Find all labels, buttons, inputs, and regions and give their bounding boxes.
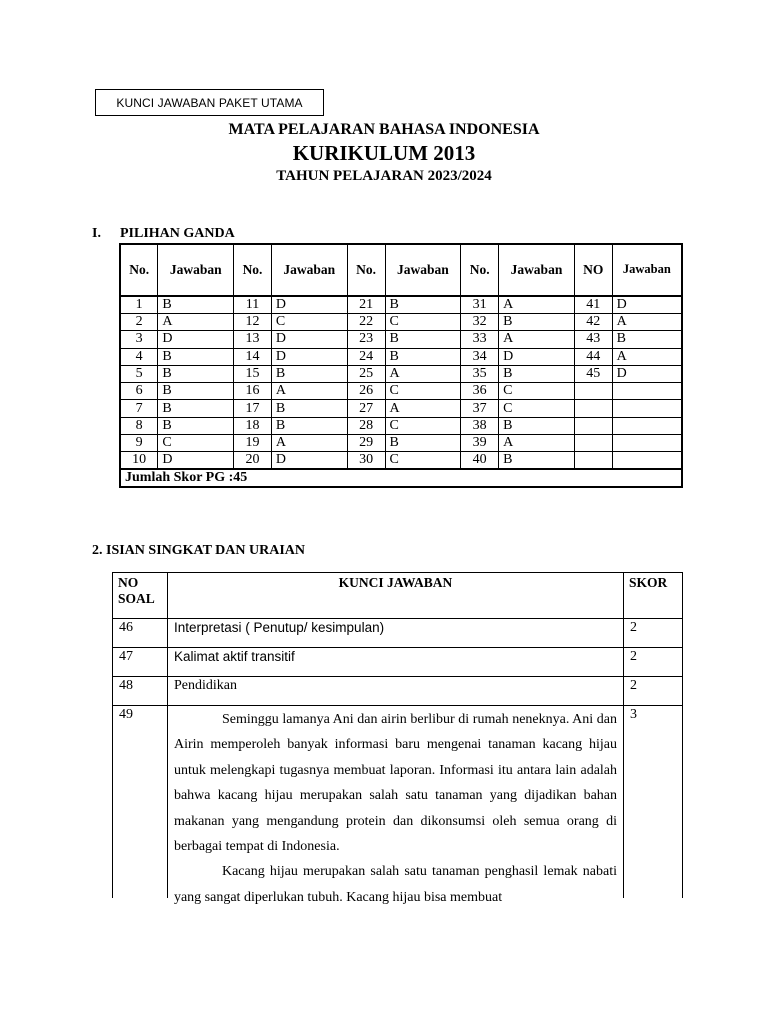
- mc-question-number: 5: [120, 365, 158, 382]
- mc-answer-letter: D: [158, 331, 234, 348]
- mc-question-number: 14: [234, 348, 272, 365]
- mc-answer-letter: A: [271, 383, 347, 400]
- mc-answer-letter: A: [158, 314, 234, 331]
- mc-question-number: 26: [347, 383, 385, 400]
- section-1-heading: [92, 226, 235, 242]
- mc-question-number: 22: [347, 314, 385, 331]
- mc-answer-letter: B: [499, 452, 575, 470]
- mc-question-number: 34: [461, 348, 499, 365]
- mc-header-cell: No.: [347, 244, 385, 296]
- essay-header-answer: KUNCI JAWABAN: [167, 573, 623, 619]
- mc-question-number: 10: [120, 452, 158, 470]
- mc-answer-row: [120, 314, 682, 331]
- mc-question-number: 3: [120, 331, 158, 348]
- mc-question-number: 25: [347, 365, 385, 382]
- mc-question-number: 2: [120, 314, 158, 331]
- essay-header-score: SKOR: [624, 573, 683, 619]
- mc-answer-letter: D: [271, 348, 347, 365]
- mc-answer-letter: [612, 452, 682, 470]
- mc-answer-letter: D: [271, 296, 347, 314]
- essay-row-score: 3: [624, 706, 683, 899]
- mc-answer-letter: B: [499, 314, 575, 331]
- mc-question-number: 17: [234, 400, 272, 417]
- essay-header-row: [113, 573, 683, 619]
- mc-question-number: [574, 400, 612, 417]
- academic-year-title: TAHUN PELAJARAN 2023/2024: [276, 168, 492, 184]
- essay-row-no: 47: [113, 648, 168, 677]
- mc-answer-letter: B: [271, 400, 347, 417]
- mc-question-number: 33: [461, 331, 499, 348]
- section-1-number: I.: [92, 226, 101, 241]
- essay-row-score: 2: [624, 648, 683, 677]
- mc-question-number: 24: [347, 348, 385, 365]
- essay-row-no: 49: [113, 706, 168, 899]
- mc-answer-letter: B: [385, 348, 461, 365]
- answer-key-label-box: KUNCI JAWABAN PAKET UTAMA: [95, 89, 324, 116]
- mc-answer-letter: A: [385, 365, 461, 382]
- mc-question-number: 13: [234, 331, 272, 348]
- mc-answer-letter: D: [271, 331, 347, 348]
- mc-question-number: 15: [234, 365, 272, 382]
- mc-answer-letter: A: [612, 348, 682, 365]
- mc-answer-letter: D: [612, 296, 682, 314]
- mc-question-number: 31: [461, 296, 499, 314]
- mc-question-number: 44: [574, 348, 612, 365]
- essay-answer-paragraph-2: Kacang hijau merupakan salah satu tanaman penghasil lemak nabati yang sangat diperlukan tubuh. Kacang hijau bisa membuat: [173, 864, 618, 905]
- section-1-title: PILIHAN GANDA: [120, 226, 235, 241]
- mc-answer-row: [120, 365, 682, 382]
- mc-question-number: 7: [120, 400, 158, 417]
- mc-question-number: 4: [120, 348, 158, 365]
- essay-header-no: [113, 573, 168, 619]
- essay-row: [113, 677, 683, 706]
- mc-header-cell: Jawaban: [271, 244, 347, 296]
- mc-question-number: [574, 417, 612, 434]
- curriculum-title: KURIKULUM 2013: [292, 141, 476, 165]
- mc-answer-letter: B: [499, 365, 575, 382]
- mc-question-number: 36: [461, 383, 499, 400]
- mc-answer-letter: [612, 417, 682, 434]
- mc-answer-letter: C: [385, 314, 461, 331]
- mc-question-number: 38: [461, 417, 499, 434]
- mc-answer-letter: D: [612, 365, 682, 382]
- mc-answer-letter: A: [499, 331, 575, 348]
- essay-row-answer: Interpretasi ( Penutup/ kesimpulan): [167, 619, 623, 648]
- mc-answer-row: [120, 348, 682, 365]
- mc-answer-letter: C: [158, 435, 234, 452]
- mc-question-number: 12: [234, 314, 272, 331]
- mc-answer-letter: B: [158, 400, 234, 417]
- essay-row-answer-long: [167, 706, 623, 905]
- mc-question-number: 19: [234, 435, 272, 452]
- mc-answer-letter: C: [385, 417, 461, 434]
- mc-question-number: 1: [120, 296, 158, 314]
- mc-question-number: 27: [347, 400, 385, 417]
- mc-question-number: [574, 452, 612, 470]
- mc-answer-letter: C: [385, 452, 461, 470]
- subject-title: MATA PELAJARAN BAHASA INDONESIA: [228, 121, 540, 138]
- mc-answer-letter: B: [385, 296, 461, 314]
- mc-header-cell: No.: [234, 244, 272, 296]
- mc-answer-letter: C: [271, 314, 347, 331]
- mc-header-row: [120, 244, 682, 296]
- mc-answer-row: [120, 331, 682, 348]
- mc-header-cell: Jawaban: [612, 244, 682, 296]
- mc-answer-letter: A: [499, 296, 575, 314]
- mc-question-number: 28: [347, 417, 385, 434]
- mc-question-number: 21: [347, 296, 385, 314]
- mc-question-number: [574, 383, 612, 400]
- mc-answer-letter: B: [158, 296, 234, 314]
- mc-question-number: 35: [461, 365, 499, 382]
- mc-question-number: 32: [461, 314, 499, 331]
- mc-answer-letter: C: [385, 383, 461, 400]
- essay-row-no: 48: [113, 677, 168, 706]
- multiple-choice-answer-table: [119, 243, 683, 488]
- essay-header-no-line2: SOAL: [118, 591, 155, 606]
- mc-answer-letter: [612, 435, 682, 452]
- mc-answer-letter: A: [385, 400, 461, 417]
- mc-answer-letter: [612, 383, 682, 400]
- mc-answer-letter: B: [158, 383, 234, 400]
- mc-header-cell: Jawaban: [385, 244, 461, 296]
- mc-answer-letter: A: [499, 435, 575, 452]
- mc-question-number: 29: [347, 435, 385, 452]
- mc-answer-letter: B: [158, 417, 234, 434]
- mc-answer-row: [120, 400, 682, 417]
- mc-answer-letter: B: [612, 331, 682, 348]
- mc-question-number: 45: [574, 365, 612, 382]
- essay-header-no-line1: NO: [118, 575, 139, 590]
- mc-answer-row: [120, 435, 682, 452]
- mc-question-number: 20: [234, 452, 272, 470]
- mc-answer-letter: B: [158, 365, 234, 382]
- mc-question-number: 39: [461, 435, 499, 452]
- mc-answer-letter: D: [271, 452, 347, 470]
- short-essay-answer-table: [112, 572, 683, 905]
- mc-answer-row: [120, 417, 682, 434]
- mc-header-cell: Jawaban: [158, 244, 234, 296]
- mc-answer-letter: A: [612, 314, 682, 331]
- mc-answer-letter: B: [499, 417, 575, 434]
- mc-question-number: 37: [461, 400, 499, 417]
- mc-question-number: 6: [120, 383, 158, 400]
- mc-answer-letter: C: [499, 400, 575, 417]
- mc-answer-letter: B: [158, 348, 234, 365]
- mc-answer-row: [120, 452, 682, 470]
- essay-row-score: 2: [624, 677, 683, 706]
- essay-answer-paragraph-1: Seminggu lamanya Ani dan airin berlibur di rumah neneknya. Ani dan Airin memperoleh banyak informasi baru mengenai tanaman kacang hijau untuk melengkapi tugasnya membuat laporan. Informasi itu antara lain adalah bahwa kacang hijau merupakan salah satu tanaman yang dijadikan bahan makanan yang mengandung protein dan dikonsumsi oleh semua orang di berbagai tempat di Indonesia.: [173, 712, 618, 855]
- mc-question-number: 30: [347, 452, 385, 470]
- mc-answer-letter: D: [499, 348, 575, 365]
- mc-question-number: 18: [234, 417, 272, 434]
- mc-answer-letter: A: [271, 435, 347, 452]
- mc-question-number: 11: [234, 296, 272, 314]
- essay-row-answer: Pendidikan: [167, 677, 623, 706]
- mc-total-row: [120, 469, 682, 487]
- mc-question-number: 42: [574, 314, 612, 331]
- mc-question-number: 23: [347, 331, 385, 348]
- mc-header-cell: No.: [461, 244, 499, 296]
- mc-header-cell: No.: [120, 244, 158, 296]
- mc-question-number: 43: [574, 331, 612, 348]
- mc-answer-row: [120, 296, 682, 314]
- essay-row: [113, 619, 683, 648]
- essay-row-answer: Kalimat aktif transitif: [167, 648, 623, 677]
- mc-question-number: 41: [574, 296, 612, 314]
- mc-answer-letter: B: [271, 365, 347, 382]
- mc-answer-letter: D: [158, 452, 234, 470]
- mc-total-score: Jumlah Skor PG :45: [120, 469, 682, 487]
- section-2-heading: 2. ISIAN SINGKAT DAN URAIAN: [92, 543, 306, 558]
- mc-answer-letter: B: [385, 435, 461, 452]
- mc-answer-letter: C: [499, 383, 575, 400]
- mc-header-cell: Jawaban: [499, 244, 575, 296]
- mc-header-cell: NO: [574, 244, 612, 296]
- mc-question-number: 16: [234, 383, 272, 400]
- mc-answer-letter: B: [385, 331, 461, 348]
- essay-row-score: 2: [624, 619, 683, 648]
- mc-question-number: 40: [461, 452, 499, 470]
- mc-question-number: 8: [120, 417, 158, 434]
- mc-question-number: [574, 435, 612, 452]
- mc-answer-letter: B: [271, 417, 347, 434]
- mc-answer-row: [120, 383, 682, 400]
- essay-row-long: [113, 706, 683, 899]
- mc-question-number: 9: [120, 435, 158, 452]
- mc-answer-letter: [612, 400, 682, 417]
- essay-row-no: 46: [113, 619, 168, 648]
- essay-row: [113, 648, 683, 677]
